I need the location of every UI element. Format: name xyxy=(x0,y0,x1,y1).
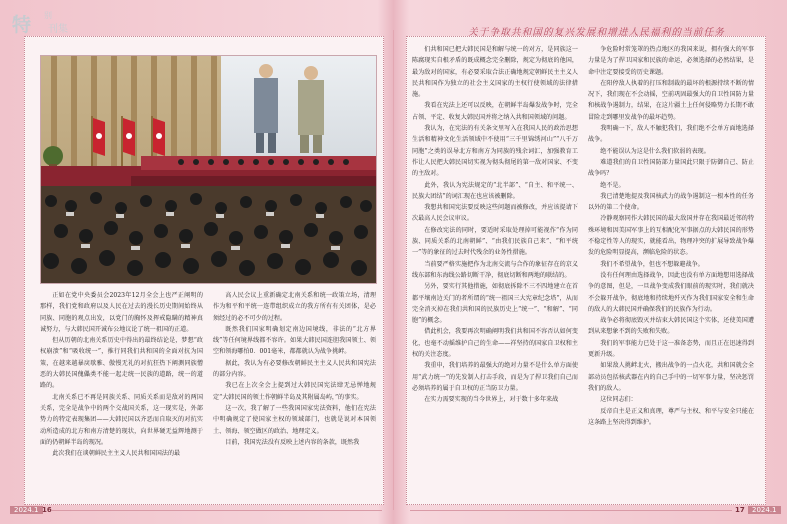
paragraph: 我想共和国宪法要反映这些问题而被修改，并应该提请下次最高人民会议审议。 xyxy=(412,204,578,223)
paragraph: 在阳停敌人执着的打压和制裁的最坏的根源持续不断的情况下，我们现在不会动摇，空前巩固最强大的自卫性国防力量和核战争遏制力，结果，在这片疆土上任何侵略势力长期不敢冒险走到哪里发战争的最坏趋势。 xyxy=(588,79,754,121)
paragraph: 借此机会，我要再次明确阐明我们共和国不容否认如何变化，也毫不动摇维护自己的生命——祥坚持的国家自卫权和主权的关注态度。 xyxy=(412,328,578,359)
left-page-column-1 xyxy=(40,290,203,502)
paragraph: 我重申，我们培养的最强大的绝对力量不是什么单方面使用“武力统一”的先发制人打击手段，而是为了捍卫我们自己而必须培养的属于自卫权的正当防卫力量。 xyxy=(412,362,578,392)
footer-rule-left xyxy=(52,510,382,511)
running-title: 关于争取共和国的复兴发展和增进人民福利的当前任务 xyxy=(468,27,725,38)
left-issue-date: 2024.1 xyxy=(10,506,43,514)
paragraph: 反帝自主是正义和真理，尊严与主权、和平与安全只能在这条路上坚决得到维护。 xyxy=(588,407,754,426)
paragraph: 我已清楚地提及我国核武力的战争遏制这一根本性的任务以外的第二个使命。 xyxy=(588,192,754,212)
paragraph: 此外，我认为宪法规定的“北半部”、“自主、和平统一、民族大团结”的词汇现在也应该被删除。 xyxy=(412,181,578,200)
paragraph: 高人民会议上重新确定北南关系和统一政策立场，清理作为和平和平统一连带组织成立的我方所有有关团体，是必须经过的必不可少的过程。 xyxy=(213,292,376,322)
section-logo-char: 特 xyxy=(12,14,33,36)
assembly-hall-photo xyxy=(40,55,377,284)
paragraph: 们共和国已把大韩民国是和解与统一的对方，是同族这一陈腐现实自根矛盾的既成概念完全删除，规定为彻底的他国，最为敌对的国家，有必要采取合法正确地规定朝鲜民主主义人民共和国作为独立的社会主义国家的主权行使领域的法律措施。 xyxy=(412,46,578,99)
paragraph: 绝不是。 xyxy=(600,181,625,189)
section-logo-sub2: 刊集 xyxy=(48,24,68,35)
paragraph: 既然我们国家明确划定南边国境线，非法的“北方界线”等任何境界线都不容许。如果大韩民国连胆我国领土、领空和领海哪怕0．001毫米，都都就认为战争挑衅。 xyxy=(213,325,376,356)
paragraph: 没有任何理由选择战争，因此也没有单方面地想用选择战争的意图，但是，一旦战争变成我们眼前的现实时，我们就决不会躲开战争，彻底地和持续地歼灭作为我们国家安全和生命的敌人的大韩民国并确保我们的民族作为行动。 xyxy=(588,271,754,313)
paragraph: 这位同志们： xyxy=(600,396,637,404)
paragraph: 争危险时常笼罩的热点地区的我国来说，拥有强大的军事力量是为了捍卫国家和民族的命运，必须选择的必然结果，是命中注定要接受的历史课题。 xyxy=(588,46,754,76)
paragraph: 我们不希望战争，但也不想躲避战争。 xyxy=(600,260,704,268)
paragraph: 当前要严格实施把作为北南交流与合作的象征存在的京义线东部和东海线公路切断干净，彻底切断和两地的联结的。 xyxy=(412,260,578,279)
paragraph: 我们的军事能力已处于这一准备态势，而且正在迅速得到更新升级。 xyxy=(588,339,754,359)
paragraph: 我已在上次全会上提到过大韩民国宪法肆无忌惮地规定“大韩民国的领土作朝鲜半岛及其附属岛屿，”的事实。 xyxy=(213,382,376,401)
paragraph: 目前，我国宪法没有反映上述内容的条款，既然我 xyxy=(225,438,360,446)
paragraph: 冷静观察同作大韩民国的最大敌国并存在我国最近邻的特殊环境和因美国军事上的互相配化军事据点的大韩民国的形势不稳定性等人的现实，就能看出，物理冲突的扩展导致战争爆发的危险明显提高，濒临危险的状态。 xyxy=(588,215,754,257)
paragraph: 我认为，在宪法的有关条文里写入在我国人民的政治思想生活和精神文化生活领域中不使用“三千里锦绣河山”“八千万同胞”之类的误导北方和南方为同族的残余词汇，加强教育工作让人民把大韩民国切实视为彻头彻尾的第一敌对国家、不变的主敌对。 xyxy=(412,125,578,178)
paragraph: 战争必将彻底毁灭并结束大韩民国这个实体，还使美国遭到从来想象不到的失败和失败。 xyxy=(588,317,754,336)
paragraph: 另外，要实行其他措施，如彻底拆除不三不四地建立在首都平壤南边关门的者所谓的“统一祖国三大宪章纪念塔”，从而完全消灭掉在我们共和国的民族历史上“统一”、“和解”、“同胞”的概念。 xyxy=(412,283,578,325)
gutter-divider xyxy=(393,30,394,510)
paragraph: 北南关系已不再是同族关系、同质关系而是敌对的两国关系，完全是战争中的两个交战国关系，这一现实是，外部势力的特定表现集团——大韩民国以齐恶而自取灭的对抗实动所造成的北方和南方清楚的现状，向世界硬无益辉地测于面的仍朝鲜半岛的现况。 xyxy=(40,393,203,446)
paragraph: 如果敌人挑衅北火，搬出战争的一点火花，共和国就会全部动员包括核武器在内的自己手中的一切军事力量，坚决惩罚我们的敌人。 xyxy=(588,362,754,392)
right-issue-date: 2024.1 xyxy=(748,506,781,514)
paragraph: 在修改宪法的同时，要适时采取处理掉可能视作“作为同族、同质关系的北南朝鲜”、“由我们民族自己来”、“和平统一”等的象征的过去时代残余的业务性措施。 xyxy=(412,226,578,257)
paragraph: 在实力需要实现的当今世界上，对于数十多年来战 xyxy=(424,396,559,404)
paragraph: 据此，我认为有必要修改朝鲜民主主义人民共和国宪法的部分内容。 xyxy=(213,359,376,379)
left-page-column-2 xyxy=(213,290,376,502)
paragraph: 此次我们在谈朝鲜民主主义人民共和国国法的最 xyxy=(52,450,181,458)
paragraph: 这一次，我了解了一些我国国家宪法资料，他们在宪法中明确规定了使国家主权的领域部门，也就是说对本国领土、领海、领空做区的政治、地理定义。 xyxy=(213,404,376,435)
paragraph: 但从历朝的北南关系历史中得出的最终结论是，梦想“政权崩溃”和“吸收统一”，推行同我们共和国的全面对抗为国策，在越来越暴戾歇雅、傲慢无礼的对抗狂热下阐测同族憎恶的大韩民国傀儡类不能一起走统一民族的道路，统一的道路的。 xyxy=(40,337,203,390)
right-page-column-1 xyxy=(412,44,578,502)
section-logo-sub1: 别 xyxy=(44,11,52,20)
footer-rule-right xyxy=(410,510,732,511)
right-page-number: 17 xyxy=(735,506,745,514)
left-page-number: 16 xyxy=(42,506,52,514)
paragraph: 我明确一下，敌人不触犯我们，我们绝不会单方面地选择战争。 xyxy=(588,125,754,144)
right-page-column-2 xyxy=(588,44,754,502)
paragraph: 难道我们的自卫性国防部力量国此只限于防御自己、防止战争吗？ xyxy=(588,158,754,178)
paragraph: 我看在宪法上还可以反映，在朝鲜半岛爆发战争时，完全占领、平定、收复大韩民国并将之纳入共和国领域的问题。 xyxy=(412,102,578,121)
paragraph: 绝不能误认为这是什么我们软弱的表现。 xyxy=(600,147,710,155)
paragraph: 正如在党中央委员会2023年12月全会上也严正阐明的那样，我们党和政府以及人民在过去的漫长历史期间始终从同族、同胞的观点出发，以党门的胸怀及挥戒隐瞒的精神真诚努力，与大韩民国开诚布公地议论了统一祖国的正道。 xyxy=(40,292,203,333)
